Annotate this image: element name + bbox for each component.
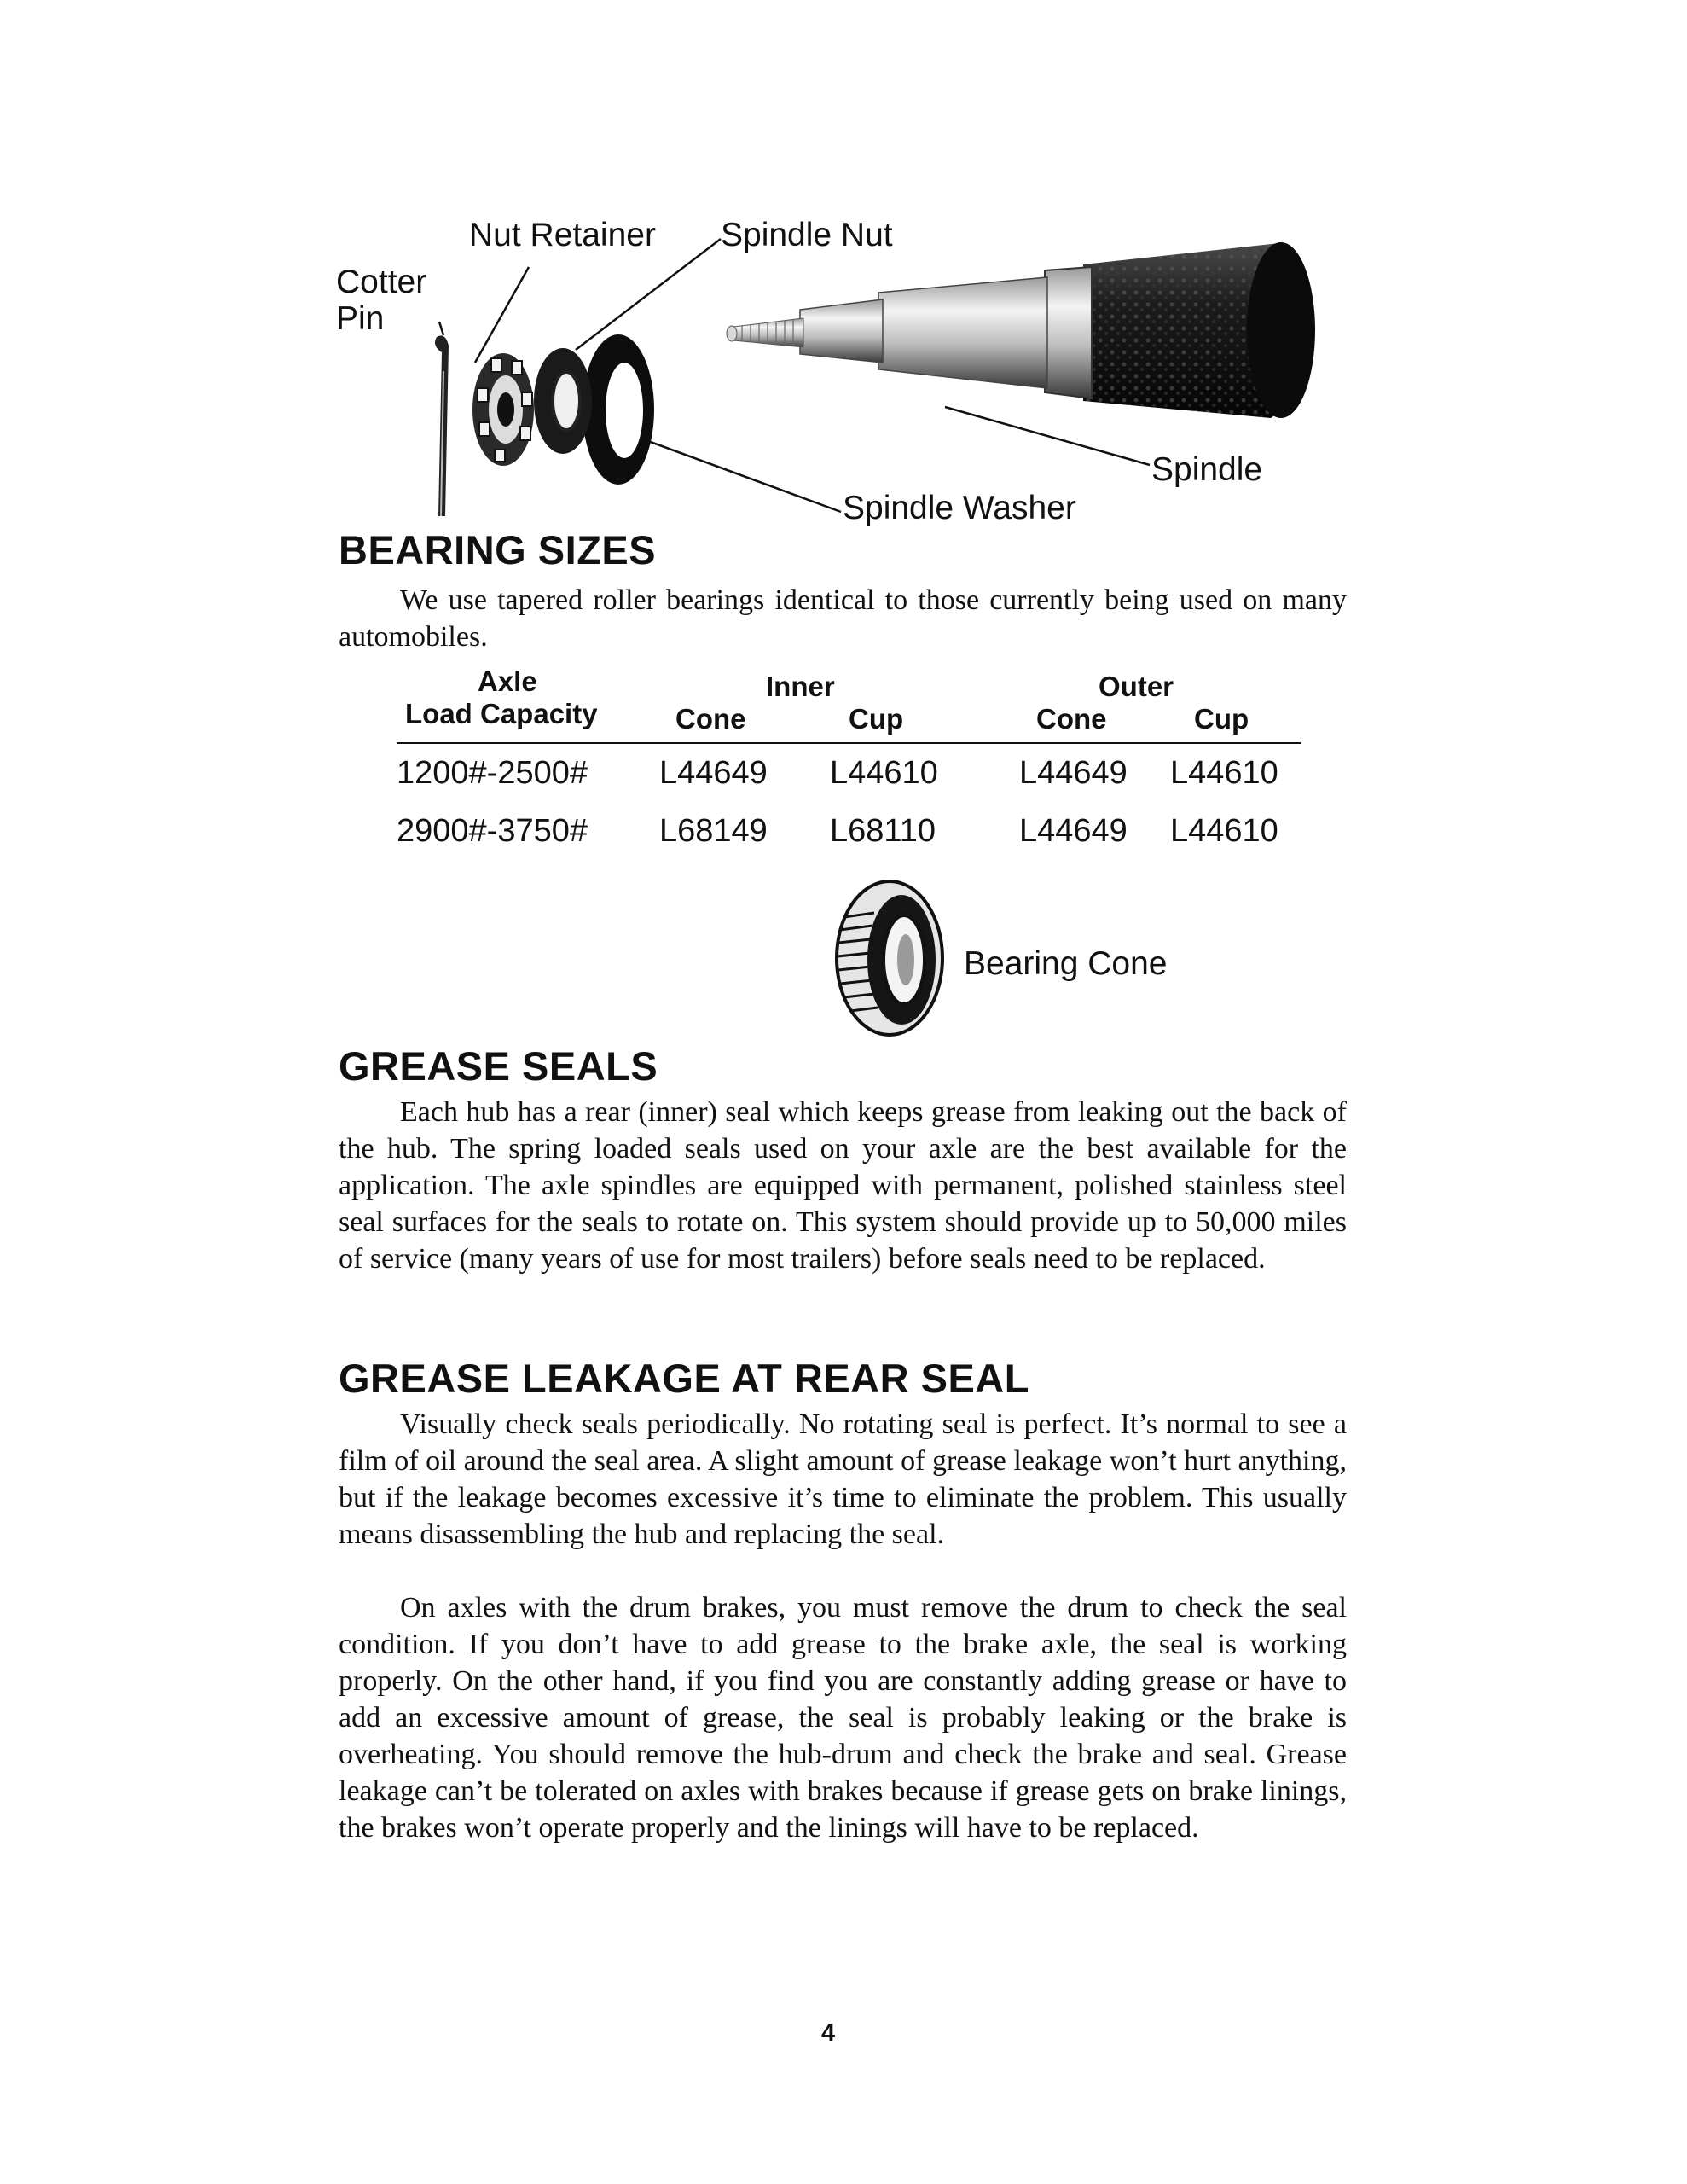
row-outer-cup: L44610 [1170,755,1278,791]
bearing-cone-figure [823,874,1181,1041]
bearing-sizes-intro: We use tapered roller bearings identical to those currently being used on many automobiles. [339,584,1347,653]
spindle-assembly-figure [333,218,1322,542]
col-header-axle: Axle [478,665,537,697]
spindle-nut-shape [534,348,592,454]
row-outer-cone: L44649 [1019,813,1128,849]
cotter-pin-label [336,264,426,338]
row-inner-cone: L68149 [659,813,768,849]
table-header-rule [397,742,1301,744]
bearing-cone-label: Bearing Cone [964,945,1168,982]
row-outer-cone: L44649 [1019,755,1128,791]
col-header-inner: Inner [766,671,835,702]
col-header-outer: Outer [1099,671,1174,702]
row-capacity: 1200#-2500# [397,755,588,791]
row-inner-cup: L44610 [830,755,938,791]
nut-retainer-label: Nut Retainer [469,217,656,253]
col-header-inner-cone: Cone [675,703,746,735]
cotter-label-line: Cotter [336,264,427,300]
pin-label-line: Pin [336,299,385,337]
nut-retainer-shape [472,353,534,466]
grease-leakage-heading: GREASE LEAKAGE AT REAR SEAL [339,1356,1029,1401]
cotter-pin-shape [435,335,449,516]
spindle-washer-shape [583,334,654,485]
spindle-assembly-illustration [333,218,1322,542]
col-header-outer-cone: Cone [1036,703,1107,735]
bearing-sizes-heading: BEARING SIZES [339,527,657,572]
row-inner-cup: L68110 [830,813,936,849]
col-header-load-capacity: Load Capacity [405,698,598,729]
grease-leakage-paragraph-2: On axles with the drum brakes, you must remove the drum to check the seal condition. If you don’t have to add grease to the brake axle, the seal is working properly. On the other hand, if you find you are constantly adding grease or have to add an excessive amount of grease, the seal is probably leaking or the brake is overheating. You should remove the hub-drum and check the brake and seal. Grease leakage can’t be tolerated on axles with brakes because if grease gets on brake linings, the brakes won’t operate properly and the linings will have to be replaced. [339,1592,1347,1844]
grease-leakage-paragraph-1: Visually check seals periodically. No rotating seal is perfect. It’s normal to see a film of oil around the seal area. A slight amount of grease leakage won’t hurt anything, but if the leakage becomes excessive it’s time to eliminate the problem. This usually means disassembling the hub and replacing the seal. [339,1409,1347,1550]
grease-seals-heading: GREASE SEALS [339,1043,658,1089]
spindle-nut-label: Spindle Nut [721,217,893,253]
col-header-inner-cup: Cup [849,703,904,735]
row-capacity: 2900#-3750# [397,813,588,849]
spindle-washer-label: Spindle Washer [843,490,1076,526]
bearing-cone-illustration [823,874,959,1041]
col-header-outer-cup: Cup [1194,703,1249,735]
row-inner-cone: L44649 [659,755,768,791]
axle-tube-shape [1083,242,1315,418]
page-number: 4 [821,2019,836,2047]
spindle-label: Spindle [1151,451,1263,488]
grease-seals-paragraph: Each hub has a rear (inner) seal which keeps grease from leaking out the back of the hub. The spring loaded seals used on your axle are the best available for the application. The axle spindles are equipped with permanent, polished stainless steel seal surfaces for the seals to rotate on. This system should provide up to 50,000 miles of service (many years of use for most trailers) before seals need to be replaced. [339,1096,1347,1275]
row-outer-cup: L44610 [1170,813,1278,849]
